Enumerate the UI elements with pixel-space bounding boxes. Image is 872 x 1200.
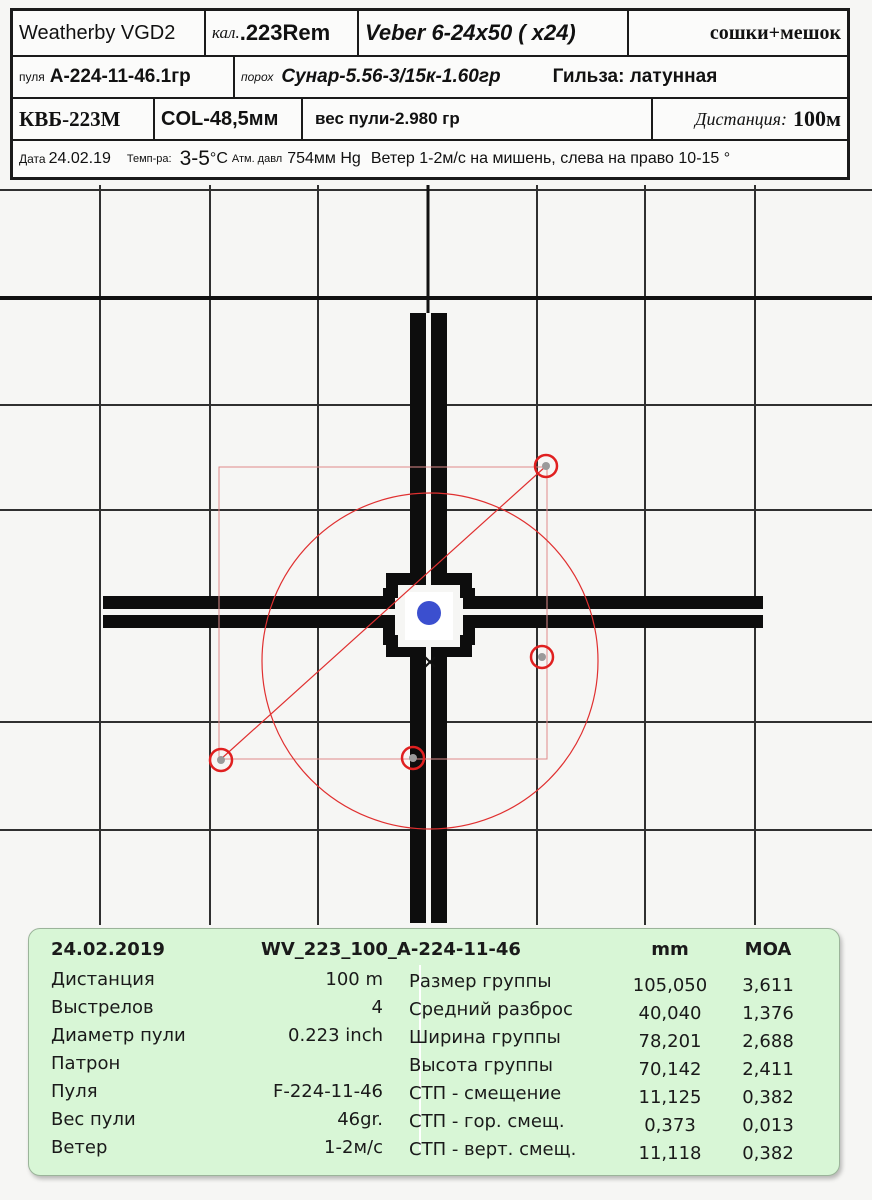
metric-mm: 78,201 (638, 1031, 702, 1052)
metric-label: Средний разброс (409, 999, 573, 1020)
results-right-row (29, 1083, 839, 1111)
distance-cell (653, 99, 847, 139)
temp-unit: °C (209, 150, 228, 167)
stat-label: Патрон (51, 1053, 121, 1074)
metric-moa: 2,411 (742, 1059, 794, 1080)
rest-cell (629, 11, 847, 55)
metric-label: Ширина группы (409, 1027, 561, 1048)
primer-cell (13, 99, 155, 139)
results-right-row (29, 1139, 839, 1167)
results-mm-header: mm (651, 939, 689, 960)
stat-label: Выстрелов (51, 997, 154, 1018)
results-right-row (29, 1111, 839, 1139)
metric-mm: 0,373 (644, 1115, 696, 1136)
metric-moa: 0,382 (742, 1087, 794, 1108)
stat-value: 46gr. (337, 1109, 383, 1130)
header-row-1 (13, 11, 847, 55)
results-right-row (29, 971, 839, 999)
primer-value: КВБ-223М (19, 106, 121, 131)
date-label: Дата (19, 152, 46, 166)
powder-label: порох (241, 70, 274, 84)
wind-value: Ветер 1-2м/с на мишень, слева на право 10-15 ° (370, 150, 731, 167)
temp-label: Темп-ра: (126, 153, 172, 165)
caliber-value: .223Rem (239, 20, 331, 45)
results-id: WV_223_100_A-224-11-46 (261, 939, 521, 960)
metric-label: СТП - смещение (409, 1083, 562, 1104)
stat-value: 4 (371, 997, 383, 1018)
scope-value: Veber 6-24x50 ( x24) (365, 20, 576, 45)
powder-cell (235, 57, 847, 97)
col-cell (155, 99, 303, 139)
bullet-weight-cell (303, 99, 653, 139)
metric-mm: 11,125 (638, 1087, 702, 1108)
metric-mm: 105,050 (632, 975, 708, 996)
scope-cell (359, 11, 629, 55)
results-header-row (29, 939, 839, 967)
header-row-4 (13, 141, 847, 177)
temp-value: 3-5 (179, 147, 210, 170)
target-area (0, 185, 872, 925)
pressure-value: 754мм Hg (287, 150, 361, 167)
distance-value: 100м (793, 106, 841, 131)
stat-label: Ветер (51, 1137, 108, 1158)
caliber-label: кал. (212, 23, 240, 42)
bullet-weight-value: вес пули-2.980 гр (315, 109, 460, 128)
results-moa-header: MOA (744, 939, 792, 960)
rest-value: сошки+мешок (709, 21, 841, 44)
results-right-row (29, 1027, 839, 1055)
metric-mm: 11,118 (638, 1143, 702, 1164)
aim-point (417, 601, 441, 625)
metric-label: СТП - верт. смещ. (409, 1139, 577, 1160)
stat-value: F-224-11-46 (272, 1081, 383, 1102)
stat-label: Пуля (51, 1081, 98, 1102)
metric-moa: 0,013 (742, 1115, 794, 1136)
pressure-label: Атм. давл (231, 153, 283, 165)
distance-label: Дистанция: (695, 108, 787, 129)
metric-moa: 0,382 (742, 1143, 794, 1164)
date-value: 24.02.19 (48, 150, 111, 167)
conditions-cell (13, 141, 847, 177)
metric-mm: 70,142 (638, 1059, 702, 1080)
metric-label: СТП - гор. смещ. (409, 1111, 565, 1132)
header-table (10, 8, 850, 180)
results-panel (28, 928, 840, 1176)
header-row-2 (13, 57, 847, 97)
col-value: COL-48,5мм (161, 107, 279, 130)
metric-mm: 40,040 (638, 1003, 702, 1024)
powder-value: Сунар-5.56-3/15к-1.60гр (281, 66, 501, 87)
stat-label: Дистанция (51, 969, 155, 990)
results-right-row (29, 1055, 839, 1083)
header-row-3 (13, 99, 847, 139)
stat-value: 0.223 inch (288, 1025, 383, 1046)
bullet-value: A-224-11-46.1гр (49, 66, 191, 87)
bullet-label: пуля (19, 70, 45, 84)
rifle-name: Weatherby VGD2 (19, 21, 176, 44)
rifle-cell (13, 11, 206, 55)
stat-label: Диаметр пули (51, 1025, 186, 1046)
bullet-cell (13, 57, 235, 97)
stat-value: 100 m (325, 969, 383, 990)
stat-value: 1-2м/с (324, 1137, 383, 1158)
metric-moa: 3,611 (742, 975, 794, 996)
metric-label: Высота группы (409, 1055, 553, 1076)
case-value: Гильза: латунная (552, 66, 718, 87)
results-right-row (29, 999, 839, 1027)
target-graphic (0, 185, 872, 925)
stat-label: Вес пули (51, 1109, 136, 1130)
metric-label: Размер группы (409, 971, 552, 992)
caliber-cell (206, 11, 359, 55)
metric-moa: 1,376 (742, 1003, 794, 1024)
metric-moa: 2,688 (742, 1031, 794, 1052)
results-date: 24.02.2019 (51, 939, 165, 960)
